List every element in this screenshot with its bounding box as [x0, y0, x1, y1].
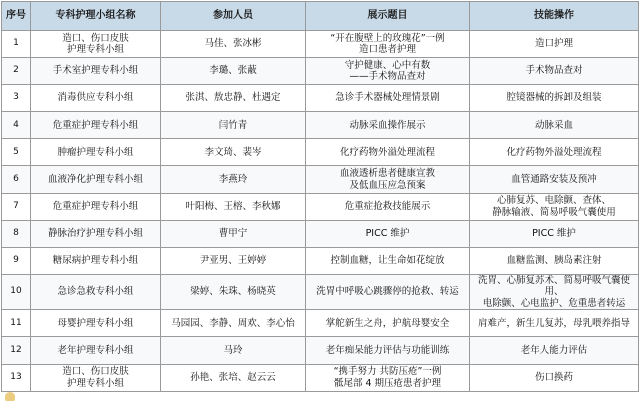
table-row — [2, 58, 639, 85]
header-members: 参加人员 — [161, 2, 306, 31]
cell-members: 李燕玲 — [161, 166, 306, 193]
cell-no: 7 — [2, 193, 31, 220]
cell-topic: 洗胃中呼吸心跳骤停的抢救、转运 — [306, 274, 470, 310]
cell-topic: 掌舵新生之舟，护航母婴安全 — [306, 310, 470, 337]
cell-no: 2 — [2, 58, 31, 85]
cell-no: 6 — [2, 166, 31, 193]
cell-group: 血液净化护理专科小组 — [31, 166, 161, 193]
table-row — [2, 193, 639, 220]
cell-group: 母婴护理专科小组 — [31, 310, 161, 337]
cell-group: 危重症护理专科小组 — [31, 112, 161, 139]
cell-group: 手术室护理专科小组 — [31, 58, 161, 85]
cell-topic: 动脉采血操作展示 — [306, 112, 470, 139]
cell-group: 消毒供应专科小组 — [31, 85, 161, 112]
cell-no: 3 — [2, 85, 31, 112]
table-row — [2, 31, 639, 58]
cell-skill: 心肺复苏、电除颤、查体、 静脉输液、简易呼吸气囊使用 — [470, 193, 639, 220]
cell-topic: 守护健康、心中有数 ——手术物品查对 — [306, 58, 470, 85]
cell-topic: 老年痴呆能力评估与功能训练 — [306, 337, 470, 364]
cell-members: 叶阳梅、王榕、李秋娜 — [161, 193, 306, 220]
cell-no: 10 — [2, 274, 31, 310]
cell-topic: 血液透析患者健康宣教 及低血压应急预案 — [306, 166, 470, 193]
cell-members: 马玲 — [161, 337, 306, 364]
cell-members: 马园园、李静、周欢、李心怡 — [161, 310, 306, 337]
table-row — [2, 310, 639, 337]
cell-topic: PICC 维护 — [306, 220, 470, 247]
cell-no: 5 — [2, 139, 31, 166]
table-row — [2, 337, 639, 364]
cell-skill: 造口护理 — [470, 31, 639, 58]
cell-no: 12 — [2, 337, 31, 364]
cell-skill: 血管通路安装及预冲 — [470, 166, 639, 193]
cell-no: 1 — [2, 31, 31, 58]
cell-skill: 肩难产，新生儿复苏，母乳喂养指导 — [470, 310, 639, 337]
cell-topic: 控制血糖，让生命如花绽放 — [306, 247, 470, 274]
cell-topic: 急诊手术器械处理情景剧 — [306, 85, 470, 112]
cell-no: 4 — [2, 112, 31, 139]
table-row — [2, 364, 639, 391]
table-row — [2, 274, 639, 310]
cell-skill: 洗胃、心肺复苏术、简易呼吸气囊使用、 电除颤、心电监护、危重患者转运 — [470, 274, 639, 310]
table-row — [2, 139, 639, 166]
header-group: 专科护理小组名称 — [31, 2, 161, 31]
table-row — [2, 85, 639, 112]
cell-members: 马佳、张冰彬 — [161, 31, 306, 58]
cell-members: 李璐、张蔽 — [161, 58, 306, 85]
cell-skill: 血糖监测、胰岛素注射 — [470, 247, 639, 274]
cell-skill: 动脉采血 — [470, 112, 639, 139]
cell-members: 闫竹青 — [161, 112, 306, 139]
table-row — [2, 112, 639, 139]
cell-no: 11 — [2, 310, 31, 337]
cell-members: 尹亚男、王婷婷 — [161, 247, 306, 274]
table-row — [2, 220, 639, 247]
table-header — [2, 2, 639, 31]
cell-group: 危重症护理专科小组 — [31, 193, 161, 220]
cell-group: 肿瘤护理专科小组 — [31, 139, 161, 166]
cell-skill: 腔镜器械的拆卸及组装 — [470, 85, 639, 112]
cell-group: 造口、伤口皮肤 护理专科小组 — [31, 364, 161, 391]
cell-skill: 化疗药物外溢处理流程 — [470, 139, 639, 166]
document-page — [1, 1, 638, 401]
skills-table — [1, 1, 639, 392]
cell-topic: “携手努力 共防压疮”一例 骶尾部 4 期压疮患者护理 — [306, 364, 470, 391]
header-no: 序号 — [2, 2, 31, 31]
cell-group: 造口、伤口皮肤 护理专科小组 — [31, 31, 161, 58]
cell-topic: 化疗药物外溢处理流程 — [306, 139, 470, 166]
cell-members: 李文琦、裴岑 — [161, 139, 306, 166]
cell-group: 老年护理专科小组 — [31, 337, 161, 364]
cell-skill: 伤口换药 — [470, 364, 639, 391]
header-topic: 展示题目 — [306, 2, 470, 31]
corner-mark-icon — [5, 392, 15, 401]
cell-no: 8 — [2, 220, 31, 247]
cell-topic: 危重症抢救技能展示 — [306, 193, 470, 220]
cell-no: 13 — [2, 364, 31, 391]
cell-topic: “开在腹壁上的玫瑰花”一例 造口患者护理 — [306, 31, 470, 58]
cell-members: 孙艳、张培、赵云云 — [161, 364, 306, 391]
cell-skill: PICC 维护 — [470, 220, 639, 247]
cell-no: 9 — [2, 247, 31, 274]
table-row — [2, 247, 639, 274]
cell-group: 静脉治疗护理专科小组 — [31, 220, 161, 247]
cell-group: 急诊急救专科小组 — [31, 274, 161, 310]
cell-skill: 手术物品查对 — [470, 58, 639, 85]
cell-members: 张淇、敖忠静、杜遇定 — [161, 85, 306, 112]
table-row — [2, 166, 639, 193]
header-row — [2, 2, 639, 31]
cell-members: 梁婷、朱珠、杨晓英 — [161, 274, 306, 310]
cell-skill: 老年人能力评估 — [470, 337, 639, 364]
table-body — [2, 31, 639, 392]
header-skill: 技能操作 — [470, 2, 639, 31]
cell-members: 曹甲宁 — [161, 220, 306, 247]
cell-group: 糖尿病护理专科小组 — [31, 247, 161, 274]
